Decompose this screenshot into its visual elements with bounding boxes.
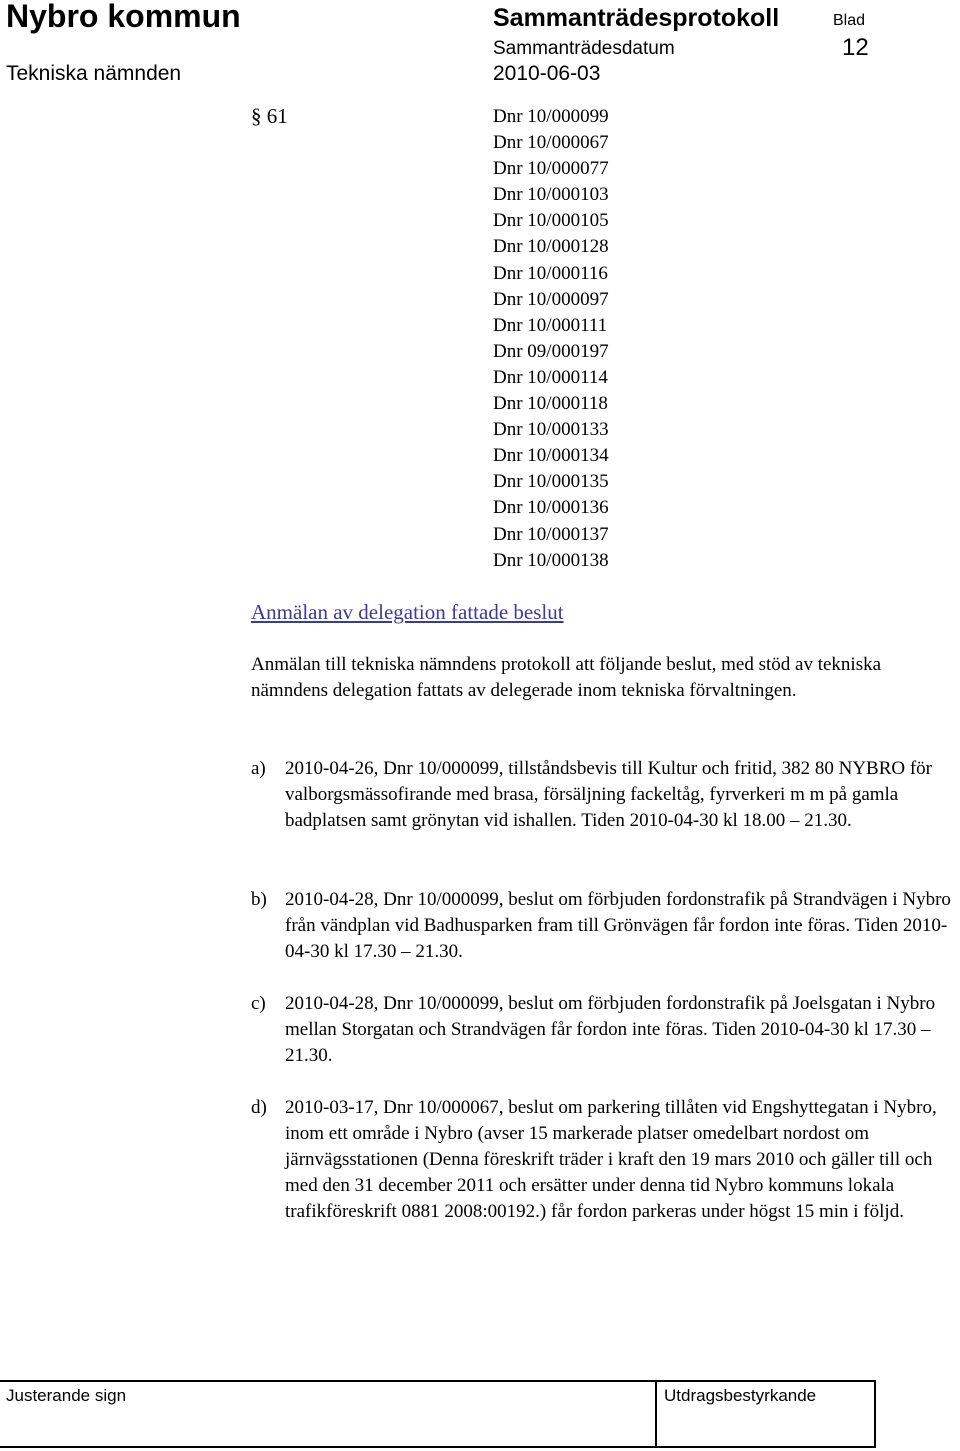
item-text: 2010-04-28, Dnr 10/000099, beslut om förbjuden fordonstrafik på Strandvägen i Nybro från vändplan vid Badhusparken fram till Grönvägen får fordon inte föras. Tiden 2010-04-30 kl 17.30 – 21.30. (285, 889, 951, 962)
item-label: c) (251, 993, 266, 1014)
decision-item (251, 887, 959, 965)
case-number-list (493, 104, 609, 574)
case-number: Dnr 10/000114 (493, 366, 608, 388)
committee-name: Tekniska nämnden (6, 62, 182, 85)
signature-footer (0, 1380, 876, 1448)
case-number: Dnr 10/000103 (493, 184, 609, 206)
footer-divider (655, 1382, 657, 1446)
case-number: Dnr 10/000116 (493, 262, 608, 284)
case-number: Dnr 10/000138 (493, 549, 609, 571)
case-number: Dnr 10/000067 (493, 132, 609, 154)
intro-text: Anmälan till tekniska nämndens protokoll att följande beslut, med stöd av tekniska nämndens delegation fattats av delegerade inom tekniska förvaltningen. (251, 654, 882, 701)
case-number: Dnr 10/000099 (493, 106, 609, 127)
item-text: 2010-04-26, Dnr 10/000099, tillståndsbevis till Kultur och fritid, 382 80 NYBRO för valborgsmässofirande med brasa, försäljning fackeltåg, fyrverkeri m m på gamla badplatsen samt grönytan vid ishallen. Tiden 2010-04-30 kl 18.00 – 21.30. (285, 758, 933, 831)
organization-name: Nybro kommun (6, 0, 241, 34)
subject-heading: Anmälan av delegation fattade beslut (251, 600, 564, 624)
document-type: Sammanträdesprotokoll (493, 4, 780, 32)
case-number: Dnr 09/000197 (493, 340, 609, 362)
case-number: Dnr 10/000097 (493, 288, 609, 310)
case-number: Dnr 10/000134 (493, 445, 609, 467)
item-text: 2010-04-28, Dnr 10/000099, beslut om förbjuden fordonstrafik på Joelsgatan i Nybro mellan Storgatan och Strandvägen får fordon inte föras. Tiden 2010-04-30 kl 17.30 – 21.30. (285, 993, 936, 1066)
paragraph-number: § 61 (251, 104, 288, 128)
adjuster-sign-label: Justerande sign (6, 1386, 127, 1405)
case-number: Dnr 10/000137 (493, 523, 609, 545)
decision-item (251, 991, 959, 1069)
case-number: Dnr 10/000128 (493, 236, 609, 258)
extract-certification-label: Utdragsbestyrkande (664, 1386, 817, 1405)
case-number: Dnr 10/000077 (493, 158, 609, 180)
meeting-date-label: Sammanträdesdatum (493, 38, 675, 59)
item-label: b) (251, 889, 267, 910)
case-number: Dnr 10/000135 (493, 471, 609, 493)
case-number: Dnr 10/000136 (493, 497, 609, 519)
decision-item (251, 1095, 959, 1225)
page-number: 12 (842, 34, 869, 61)
case-number: Dnr 10/000105 (493, 210, 609, 232)
item-label: d) (251, 1097, 267, 1118)
case-number: Dnr 10/000118 (493, 393, 608, 415)
decision-item (251, 756, 959, 834)
case-number: Dnr 10/000133 (493, 419, 609, 441)
item-text: 2010-03-17, Dnr 10/000067, beslut om parkering tillåten vid Engshyttegatan i Nybro, inom ett område i Nybro (avser 15 markerade platser omedelbart nordost om järnvägsstationen (Denna föreskrift träder i kraft den 19 mars 2010 och gäller till och med den 31 december 2011 och ersätter under denna tid Nybro kommuns lokala trafikföreskrift 0881 2008:00192.) får fordon parkeras under högst 15 min i följd. (285, 1097, 937, 1222)
case-number: Dnr 10/000111 (493, 314, 608, 336)
meeting-date: 2010-06-03 (493, 62, 601, 85)
page-label: Blad (833, 12, 866, 29)
item-label: a) (251, 758, 266, 779)
